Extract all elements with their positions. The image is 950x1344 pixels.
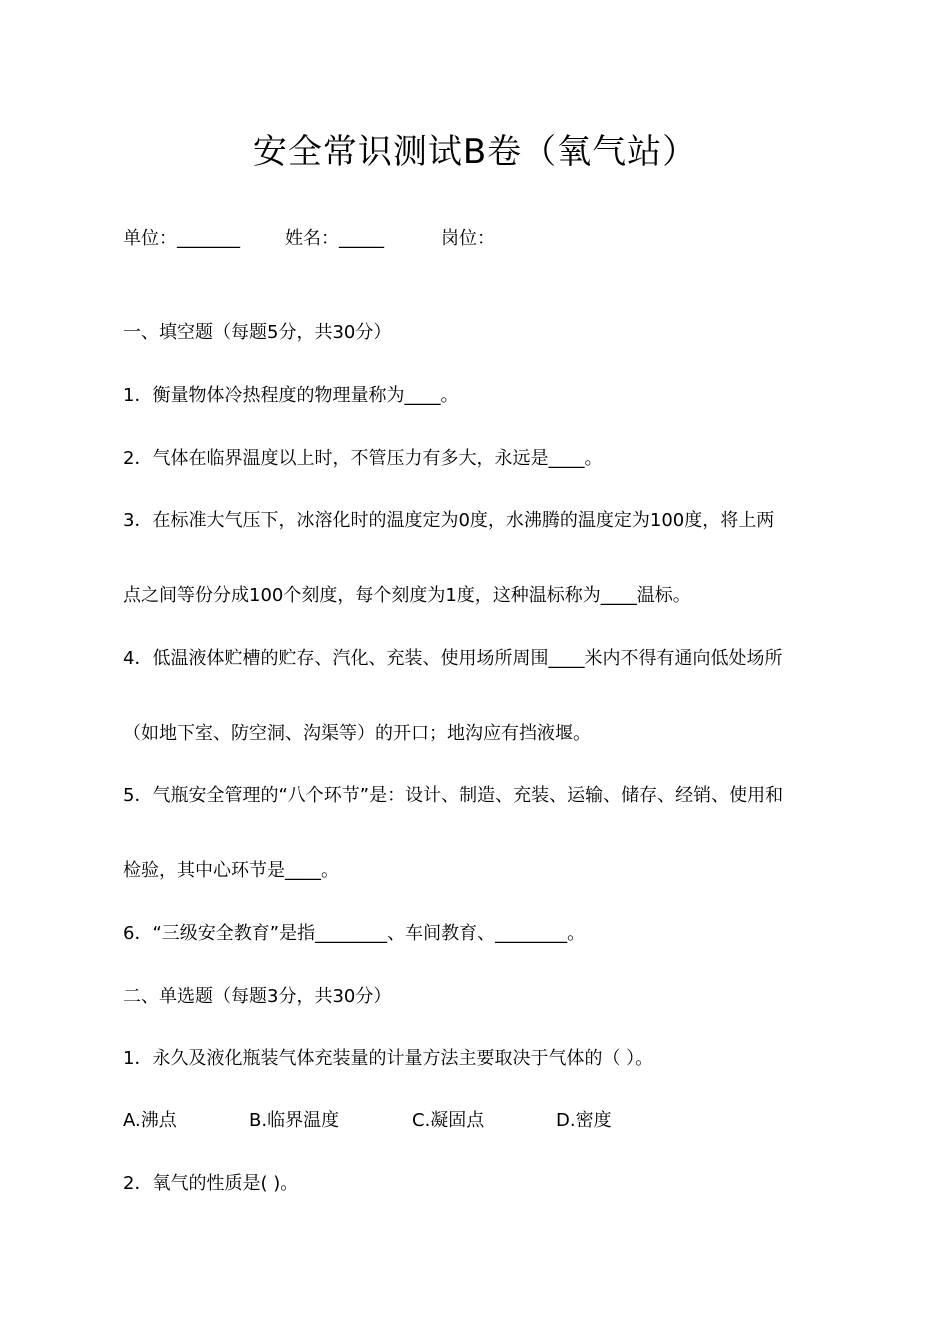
choice-question-1: 1．永久及液化瓶装气体充装量的计量方法主要取决于气体的（ ）。: [123, 1048, 654, 1069]
option-c: C.凝固点: [412, 1110, 485, 1131]
fill-question-2: 2．气体在临界温度以上时，不管压力有多大，永远是____。: [123, 448, 603, 469]
fill-question-3-line1: 3．在标准大气压下，冰溶化时的温度定为0度，水沸腾的温度定为100度，将上两: [123, 510, 775, 531]
option-d: D.密度: [556, 1110, 612, 1131]
fill-question-4-line1: 4．低温液体贮槽的贮存、汽化、充装、使用场所周围____米内不得有通向低处场所: [123, 648, 783, 669]
unit-field: 单位：_______: [123, 228, 240, 249]
document-title: 安全常识测试B卷（氧气站）: [252, 132, 698, 172]
post-field: 岗位：: [441, 228, 495, 249]
section1-heading: 一、填空题（每题5分，共30分）: [123, 322, 392, 343]
fill-question-5-line2: 检验，其中心环节是____。: [123, 860, 339, 881]
fill-question-6: 6．“三级安全教育”是指________、车间教育、________。: [123, 923, 586, 944]
fill-question-4-line2: （如地下室、防空洞、沟渠等）的开口；地沟应有挡液堰。: [123, 723, 591, 744]
fill-question-1: 1．衡量物体冷热程度的物理量称为____。: [123, 385, 459, 406]
section2-heading: 二、单选题（每题3分，共30分）: [123, 986, 392, 1007]
option-a: A.沸点: [123, 1110, 177, 1131]
fill-question-3-line2: 点之间等份分成100个刻度，每个刻度为1度，这种温标称为____温标。: [123, 585, 691, 606]
fill-question-5-line1: 5．气瓶安全管理的“八个环节”是：设计、制造、充装、运输、储存、经销、使用和: [123, 785, 784, 806]
option-b: B.临界温度: [249, 1110, 340, 1131]
choice-question-2: 2．氧气的性质是( )。: [123, 1173, 299, 1194]
name-field: 姓名：_____: [285, 228, 384, 249]
